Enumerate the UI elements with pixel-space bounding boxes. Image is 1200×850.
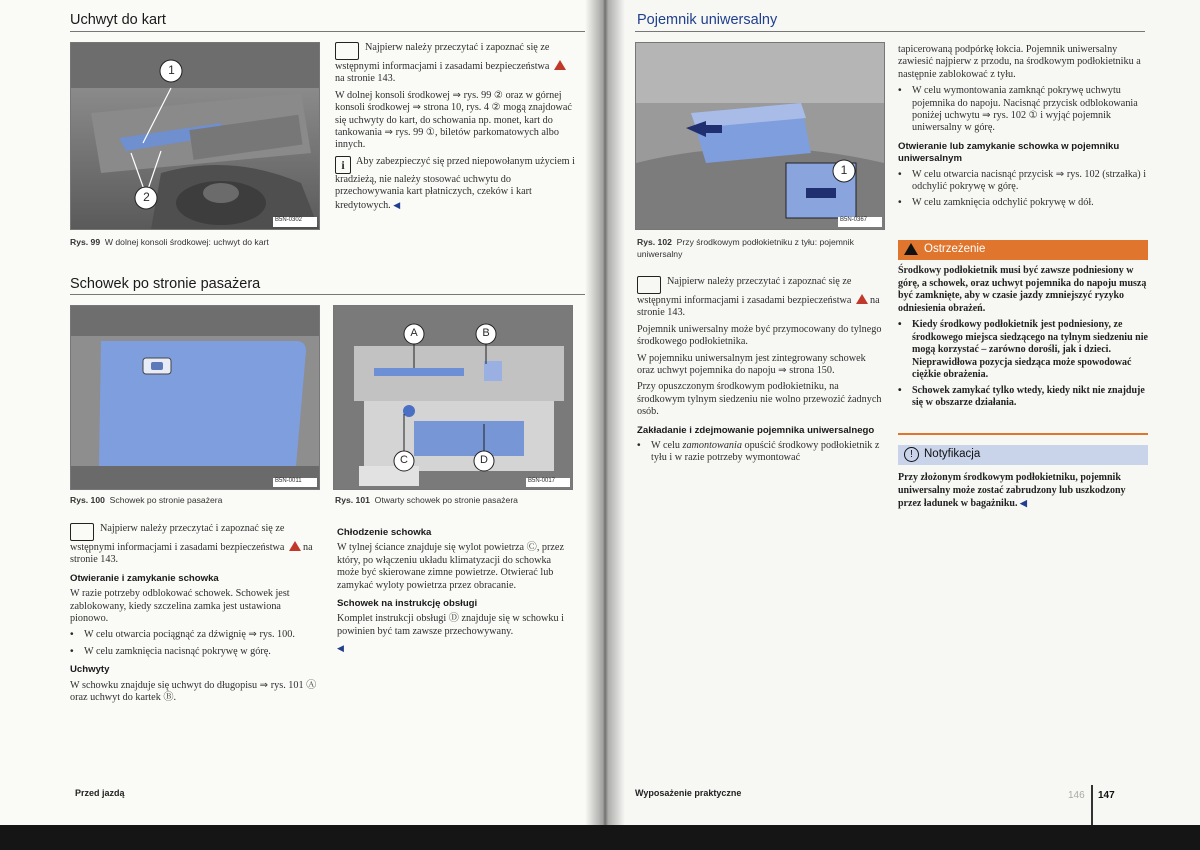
openbox-bullet-1: • W celu otwarcia nacisnąć przycisk ⇒ rys. 102 (strzałka) i odchylić pokrywę w górę. bbox=[898, 169, 1148, 194]
figure-100-image bbox=[70, 305, 320, 490]
manual-paragraph: Komplet instrukcji obsługi Ⓓ znajduje się w schowku i powinien być tam zawsze przechowywany. bbox=[337, 613, 564, 637]
section-title-card-holder: Uchwyt do kart bbox=[70, 12, 166, 28]
book-icon bbox=[70, 523, 94, 541]
cooling-text bbox=[337, 521, 575, 660]
intro-paragraph bbox=[335, 42, 575, 86]
left-footer: Przed jazdą bbox=[75, 788, 125, 798]
book-icon bbox=[637, 276, 661, 294]
universal-container-text-continued bbox=[898, 44, 1148, 214]
warning-bullet-1: • Kiedy środkowy podłokietnik jest podniesiony, ze środkowego miejsca siedzącego na tylnym siedzeniu nie mogą korzystać – zarówno dorośli, jak i dzieci. Nieprawidłowa pozycja siedząca może spowodować ciężkie obrażenia. bbox=[898, 319, 1148, 382]
universal-container-text bbox=[637, 276, 882, 469]
end-mark bbox=[337, 642, 575, 655]
note-text: Przy złożonym środkowym podłokietniku, pojemnik uniwersalny może zostać zabrudzony lub uszkodzony przez ładunek w bagażniku. bbox=[898, 472, 1126, 509]
end-mark-icon: ◀ bbox=[393, 199, 401, 210]
figure-99-image bbox=[70, 42, 320, 230]
section-title-passenger-compartment: Schowek po stronie pasażera bbox=[70, 276, 261, 292]
end-mark-icon: ◀ bbox=[1019, 498, 1027, 508]
caption-text: Przy środkowym podłokietniku z tyłu: pojemnik uniwersalny bbox=[637, 237, 854, 259]
open-bullet-2: • W celu zamknięcia nacisnąć pokrywę w górę. bbox=[70, 646, 320, 658]
paragraph-1: Pojemnik uniwersalny może być przymocowany do tylnego środkowego podłokietnika. bbox=[637, 323, 882, 348]
callout-c: C bbox=[400, 454, 408, 466]
figure-code: B5N-0011 bbox=[275, 478, 302, 484]
warning-title: Ostrzeżenie bbox=[924, 243, 986, 255]
section-title-universal-container: Pojemnik uniwersalny bbox=[637, 12, 778, 28]
title-rule bbox=[635, 31, 1145, 32]
right-footer: Wyposażenie praktyczne bbox=[635, 788, 742, 798]
intro-paragraph bbox=[637, 276, 882, 320]
open-paragraph: W razie potrzeby odblokować schowek. Schowek jest zablokowany, kiedy szczelina zamka jest ustawiona pionowo. bbox=[70, 588, 290, 625]
callout-b: B bbox=[482, 327, 490, 339]
paragraph-3: Przy opuszczonym środkowym podłokietniku, na środkowym tylnym siedzeniu nie wolno przewozić żadnych osób. bbox=[637, 381, 882, 418]
figure-100-caption bbox=[70, 494, 320, 506]
intro-ref: na stronie 143. bbox=[637, 295, 880, 319]
install-bullet-1-start: • W celu zamontowania opuścić środkowy podłokietnik z tyłu i w razie potrzeby wymontować bbox=[637, 440, 882, 465]
end-mark-icon: ◀ bbox=[337, 643, 344, 654]
warning-triangle-icon bbox=[904, 243, 918, 255]
warning-body bbox=[898, 265, 1148, 413]
paragraph-2: W pojemniku uniwersalnym jest zintegrowany schowek oraz uchwyt pojemnika do napoju ⇒ strona 150. bbox=[637, 352, 866, 377]
figure-code: B5N-0367 bbox=[840, 217, 868, 223]
note-icon: ! bbox=[904, 447, 919, 462]
subheading-open-box: Otwieranie lub zamykanie schowka w pojemniku uniwersalnym bbox=[898, 140, 1120, 165]
intro-text: Najpierw należy przeczytać i zapoznać się ze wstępnymi informacjami i zasadami bezpieczeństwa bbox=[335, 42, 550, 72]
card-holder-paragraph: W dolnej konsoli środkowej ⇒ rys. 99 ② oraz w górnej konsoli środkowej ⇒ strona 10, rys. 4 ② mogą znajdować się uchwyty do kart, do schowania np. monet, kart do tankowania ⇒ rys. 99 ①, biletów parkomatowych albo innych. bbox=[335, 89, 572, 151]
subheading-install: Zakładanie i zdejmowanie pojemnika uniwersalnego bbox=[637, 424, 875, 436]
caption-number: Rys. 99 bbox=[70, 237, 101, 247]
figure-code: B5N-0302 bbox=[275, 217, 303, 223]
warning-rule bbox=[898, 433, 1148, 435]
info-paragraph bbox=[335, 156, 575, 212]
callout-1: 1 bbox=[168, 63, 175, 77]
title-rule bbox=[70, 294, 585, 295]
callout-2: 2 bbox=[143, 190, 150, 204]
info-text: Aby zabezpieczyć się przed niepowołanym użyciem i kradzieżą, nie należy stosować uchwytu do przechowywania kart płatniczych, czeków i kart kredytowych. bbox=[335, 155, 575, 211]
note-header bbox=[898, 445, 1148, 465]
note-body bbox=[898, 472, 1148, 511]
figure-101-caption bbox=[335, 494, 575, 506]
callout-1: 1 bbox=[840, 163, 848, 177]
card-holder-text bbox=[335, 42, 575, 216]
caption-number: Rys. 100 bbox=[70, 495, 105, 505]
subheading-manual: Schowek na instrukcję obsługi bbox=[337, 598, 478, 610]
intro-ref: na stronie 143. bbox=[70, 542, 313, 566]
warning-triangle-icon bbox=[554, 60, 566, 70]
caption-text: W dolnej konsoli środkowej: uchwyt do kart bbox=[104, 237, 269, 247]
warning-triangle-icon bbox=[289, 541, 301, 551]
warning-triangle-icon bbox=[856, 294, 868, 304]
caption-number: Rys. 101 bbox=[335, 495, 370, 505]
info-icon: i bbox=[335, 156, 351, 174]
subheading-cooling: Chłodzenie schowka bbox=[337, 527, 432, 538]
caption-text: Otwarty schowek po stronie pasażera bbox=[374, 495, 518, 505]
cooling-paragraph: W tylnej ściance znajduje się wylot powietrza Ⓒ, przez który, po włączeniu układu klimatyzacji do schowka może być skierowane zimne powietrze. Otwierać lub zamykać wyloty powietrza przez obracanie. bbox=[337, 542, 564, 591]
subheading-open-close: Otwieranie i zamykanie schowka bbox=[70, 572, 219, 584]
right-page bbox=[600, 0, 1200, 850]
page-number-147: 147 bbox=[1098, 790, 1115, 801]
background-strip bbox=[0, 825, 1200, 850]
figure-code: B5N-0017 bbox=[528, 478, 556, 484]
figure-102-image bbox=[635, 42, 885, 230]
intro-text: Najpierw należy przeczytać i zapoznać się ze wstępnymi informacjami i zasadami bezpieczeństwa bbox=[637, 276, 852, 306]
passenger-compartment-text bbox=[70, 523, 320, 708]
warning-bullet-2: • Schowek zamykać tylko wtedy, kiedy nikt nie znajduje się w obszarze działania. bbox=[898, 385, 1148, 410]
warning-paragraph: Środkowy podłokietnik musi być zawsze podniesiony w górę, a schowek, oraz uchwyt pojemnika do napoju muszą być zamknięte, aby w czasie jazdy zmniejszyć ryzyko odniesienia obrażeń. bbox=[898, 265, 1147, 314]
page-number-146: 146 bbox=[1068, 790, 1085, 801]
intro-paragraph bbox=[70, 523, 320, 567]
book-icon bbox=[335, 42, 359, 60]
figure-99-caption bbox=[70, 236, 330, 248]
intro-text: Najpierw należy przeczytać i zapoznać się ze wstępnymi informacjami i zasadami bezpieczeństwa bbox=[70, 523, 285, 553]
subheading-holders: Uchwyty bbox=[70, 664, 110, 676]
figure-101-image bbox=[333, 305, 573, 490]
callout-a: A bbox=[410, 327, 418, 339]
warning-header bbox=[898, 240, 1148, 260]
page-number-divider bbox=[1091, 785, 1093, 825]
caption-number: Rys. 102 bbox=[637, 237, 672, 247]
intro-ref: na stronie 143. bbox=[335, 73, 396, 85]
book-gutter bbox=[585, 0, 625, 850]
note-title: Notyfikacja bbox=[924, 448, 981, 460]
open-bullet-1: • W celu otwarcia pociągnąć za dźwignię ⇒ rys. 100. bbox=[70, 629, 320, 641]
caption-text: Schowek po stronie pasażera bbox=[109, 495, 223, 505]
install-continued: tapicerowaną podpórkę łokcia. Pojemnik uniwersalny zawiesić najpierw z przodu, na środkowym podłokietniku a następnie zablokować z tyłu. bbox=[898, 44, 1141, 80]
holders-paragraph: W schowku znajduje się uchwyt do długopisu ⇒ rys. 101 Ⓐ oraz uchwyt do kartek Ⓑ. bbox=[70, 679, 317, 704]
install-bullet-2: • W celu wymontowania zamknąć pokrywę uchwytu pojemnika do napoju. Nacisnąć przycisk odblokowania poniżej uchwytu ⇒ rys. 102 ① i wyjąć pojemnik uniwersalny w górę. bbox=[898, 85, 1148, 135]
openbox-bullet-2: • W celu zamknięcia odchylić pokrywę w dół. bbox=[898, 197, 1148, 209]
figure-102-caption bbox=[637, 236, 885, 260]
callout-d: D bbox=[480, 454, 488, 466]
title-rule bbox=[70, 31, 585, 32]
